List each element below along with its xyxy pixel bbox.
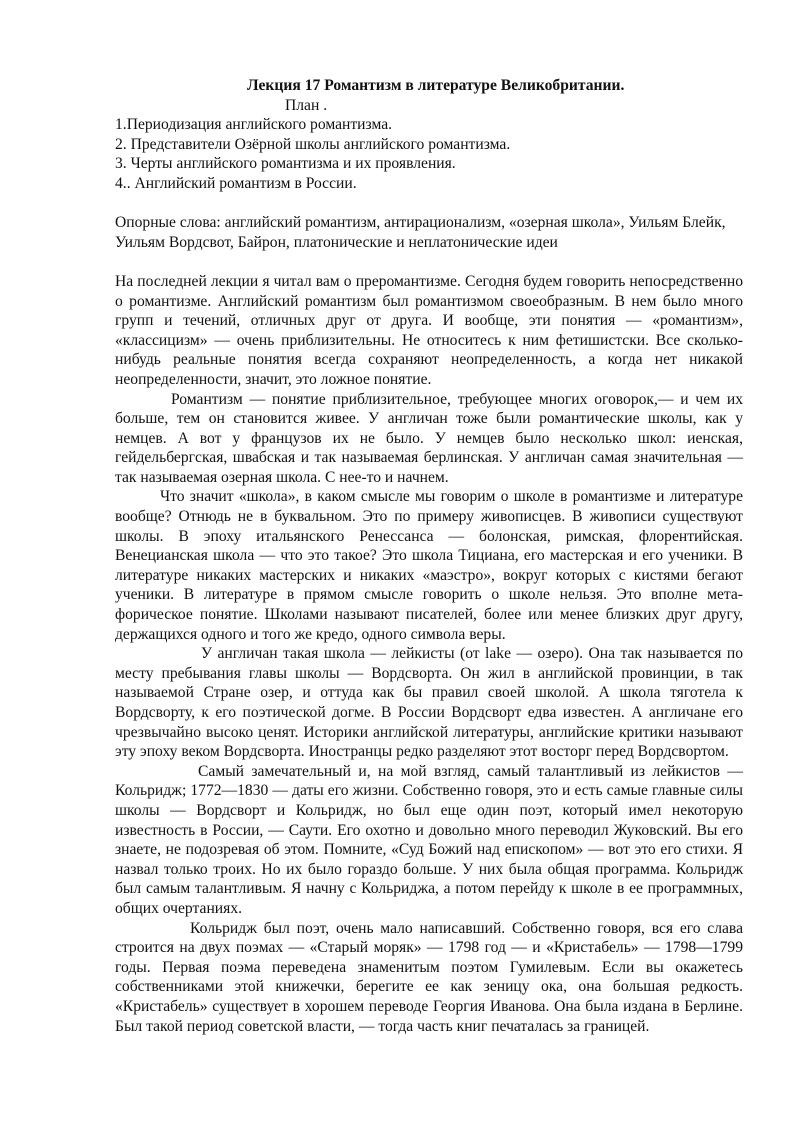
plan-item: 3. Черты английского романтизма и их проявления. (115, 155, 456, 173)
spacer (115, 194, 743, 214)
body-paragraph: Что значит «школа», в каком смысле мы говорим о школе в романтизме и литературе вообще? Отнюдь не в буквальном. Это по примеру живописцев. В живописи существуют школы. В эпоху итальянского Ренессанса — болонская, римская, флорентийская. Венецианская школа — что это такое? Это школа Тициана, его мастерская и его ученики. В литературе никаких мастерских и никаких «маэстро», вокруг которых с кистями бегают ученики. В литературе в прямом смысле говорить о школе нельзя. Это вполне мета-форическое понятие. Школами называют писателей, более или менее близких друг другу, держащихся одного и того же кредо, одного символа веры. (115, 488, 743, 643)
keywords-paragraph: Опорные слова: английский романтизм, антирационализм, «озерная школа», Уильям Блейк, Уильям Вордсвот, Байрон, платонические и неплатонические идеи (115, 214, 726, 251)
body-paragraph: У англичан такая школа — лейкисты (от lake — озеро). Она так называется по месту пребывания главы школы — Вордсворта. Он жил в английской провинции, в так называемой Стране озер, и оттуда как бы правил своей школой. А школа тяготела к Вордсворту, к его поэтической догме. В России Вордсворт едва известен. А англичане его чрезвычайно высоко ценят. Историки английской литературы, английские критики называют эту эпоху веком Вордсворта. Иностранцы редко разделяют этот восторг перед Вордсвортом. (115, 645, 743, 761)
plan-item: 4.. Английский романтизм в России. (115, 174, 357, 192)
spacer (115, 252, 743, 272)
document-page (115, 76, 743, 1036)
lecture-title: Лекция 17 Романтизм в литературе Великобритании. (247, 77, 625, 94)
body-paragraph: На последней лекции я читал вам о преромантизме. Сегодня будем говорить непосредственно о романтизме. Английский романтизм был романтизмом своеобразным. В нем было много групп и течений, отличных друг от друга. И вообще, эти понятия — «романтизм», «классицизм» — очень приблизительны. Не относитесь к ним фетишистски. Все сколько-нибудь реальные понятия всегда сохраняют неопределенность, а когда нет никакой неопределенности, значит, это ложное понятие. (115, 272, 743, 388)
plan-item: 1.Периодизация английского романтизма. (115, 116, 393, 134)
body-paragraph: Кольридж был поэт, очень мало написавший. Собственно говоря, вся его слава строится на двух поэмах — «Старый моряк» — 1798 год — и «Кристабель» — 1798—1799 годы. Первая поэма переведена знаменитым поэтом Гумилевым. Если вы окажетесь собственниками этой книжечки, берегите ее как зеницу ока, она большая редкость. «Кристабель» существует в хорошем переводе Георгия Иванова. Она была издана в Берлине. Был такой период советской власти, — тогда часть книг печаталась за границей. (115, 919, 743, 1035)
plan-list (115, 115, 743, 193)
body-paragraph: Романтизм — понятие приблизительное, требующее многих оговорок,— и чем их больше, тем он становится живее. У англичан тоже были романтические школы, как у немцев. А вот у французов их не было. У немцев было несколько школ: иенская, гейдельбергская, швабская и так называемая берлинская. У англичан самая значительная — так называемая озерная школа. С нее-то и начнем. (115, 390, 743, 486)
body-paragraph: Самый замечательный и, на мой взгляд, самый талантливый из лейкистов — Кольридж; 1772—1830 — даты его жизни. Собственно говоря, это и есть самые главные силы школы — Вордсворт и Кольридж, но был еще один поэт, который имел некоторую известность в России, — Саути. Его охотно и довольно много переводил Жуковский. Вы его знаете, не подозревая об этом. Помните, «Суд Божий над епископом» — вот это его стихи. Я назвал только троих. Но их было гораздо больше. У них была общая программа. Кольридж был самым талантливым. Я начну с Кольриджа, а потом перейду к школе в ее программных, общих очертаниях. (115, 762, 743, 917)
plan-item: 2. Представители Озёрной школы английского романтизма. (115, 135, 511, 153)
plan-label: План . (285, 96, 328, 114)
